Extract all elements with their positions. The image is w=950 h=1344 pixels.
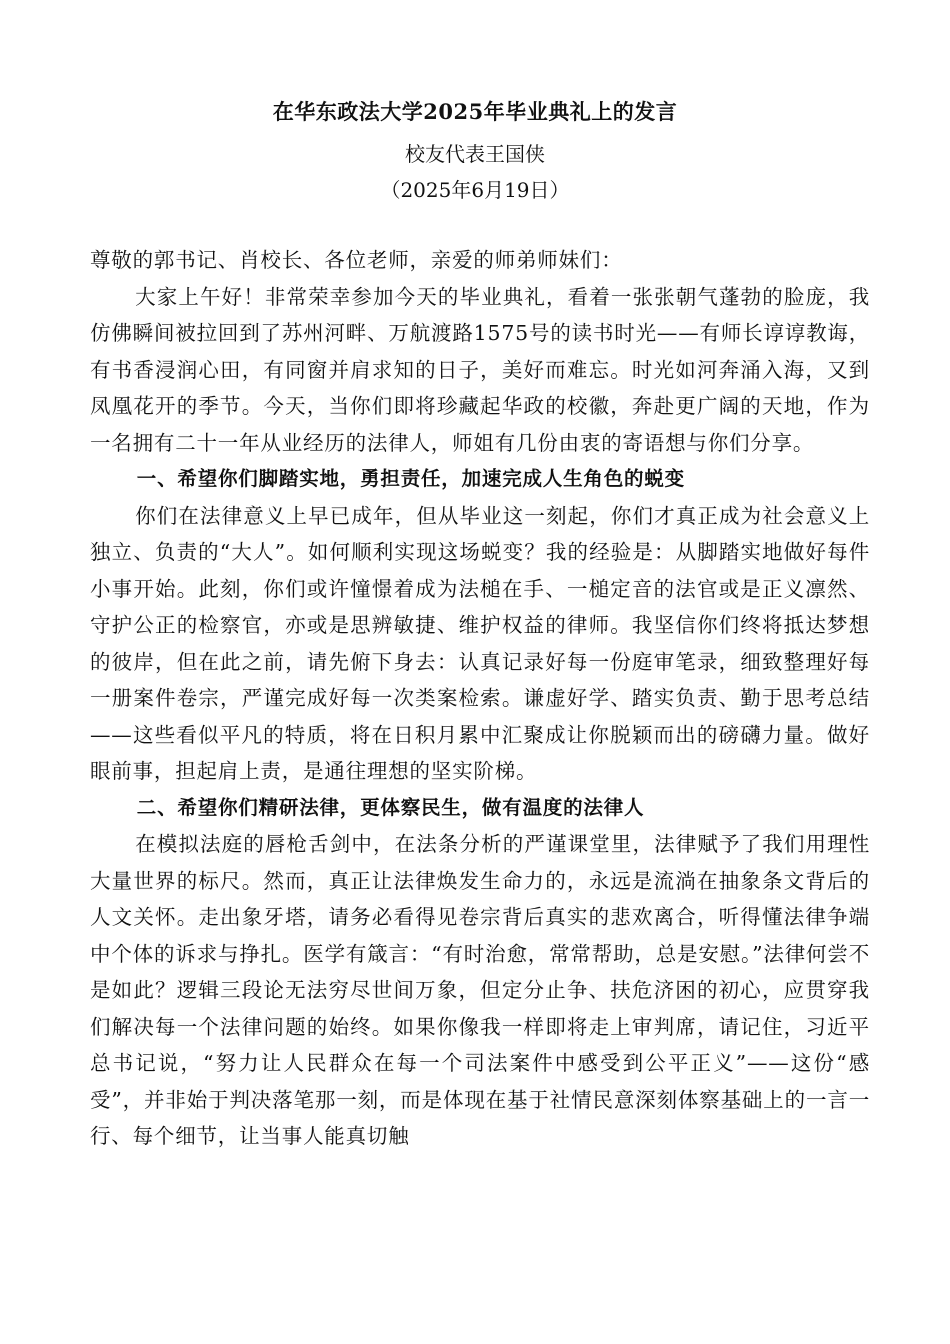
document-title: 在华东政法大学2025年毕业典礼上的发言	[272, 99, 678, 124]
section-heading-1: 一、希望你们脚踏实地，勇担责任，加速完成人生角色的蜕变	[136, 467, 685, 490]
document-date: （2025年6月19日）	[380, 178, 570, 202]
document-author: 校友代表王国侠	[405, 142, 545, 166]
salutation: 尊敬的郭书记、肖校长、各位老师，亲爱的师弟师妹们：	[90, 248, 623, 272]
document-body	[90, 242, 870, 1155]
paragraph-opening: 大家上午好！非常荣幸参加今天的毕业典礼，看着一张张朝气蓬勃的脸庞，我仿佛瞬间被拉回到了苏州河畔、万航渡路1575号的读书时光——有师长谆谆教诲，有书香浸润心田，有同窗并肩求知的日子，美好而难忘。时光如河奔涌入海，又到凤凰花开的季节。今天，当你们即将珍藏起华政的校徽，奔赴更广阔的天地，作为一名拥有二十一年从业经历的法律人，师姐有几份由衷的寄语想与你们分享。	[90, 284, 870, 455]
section-heading-2: 二、希望你们精研法律，更体察民生，做有温度的法律人	[136, 795, 645, 819]
section-text-2: 在模拟法庭的唇枪舌剑中，在法条分析的严谨课堂里，法律赋予了我们用理性大量世界的标尺。然而，真正让法律焕发生命力的，永远是流淌在抽象条文背后的人文关怀。走出象牙塔，请务必看得见卷宗背后真实的悲欢离合，听得懂法律争端中个体的诉求与挣扎。医学有箴言：“有时治愈，常常帮助，总是安慰。”法律何尝不是如此？逻辑三段论无法穷尽世间万象，但定分止争、扶危济困的初心，应贯穿我们解决每一个法律问题的始终。如果你像我一样即将走上审判席，请记住，习近平总书记说，“努力让人民群众在每一个司法案件中感受到公平正义”——这份“感受”，并非始于判决落笔那一刻，而是体现在基于社情民意深刻体察基础上的一言一行、每个细节，让当事人能真切触	[90, 832, 870, 1148]
section-text-1: 你们在法律意义上早已成年，但从毕业这一刻起，你们才真正成为社会意义上独立、负责的“大人”。如何顺利实现这场蜕变？我的经验是：从脚踏实地做好每件小事开始。此刻，你们或许憧憬着成为法槌在手、一槌定音的法官或是正义凛然、守护公正的检察官，亦或是思辨敏捷、维护权益的律师。我坚信你们终将抵达梦想的彼岸，但在此之前，请先俯下身去：认真记录好每一份庭审笔录，细致整理好每一册案件卷宗，严谨完成好每一次类案检索。谦虚好学、踏实负责、勤于思考总结——这些看似平凡的特质，将在日积月累中汇聚成让你脱颖而出的磅礴力量。做好眼前事，担起肩上责，是通往理想的坚实阶梯。	[90, 503, 870, 783]
